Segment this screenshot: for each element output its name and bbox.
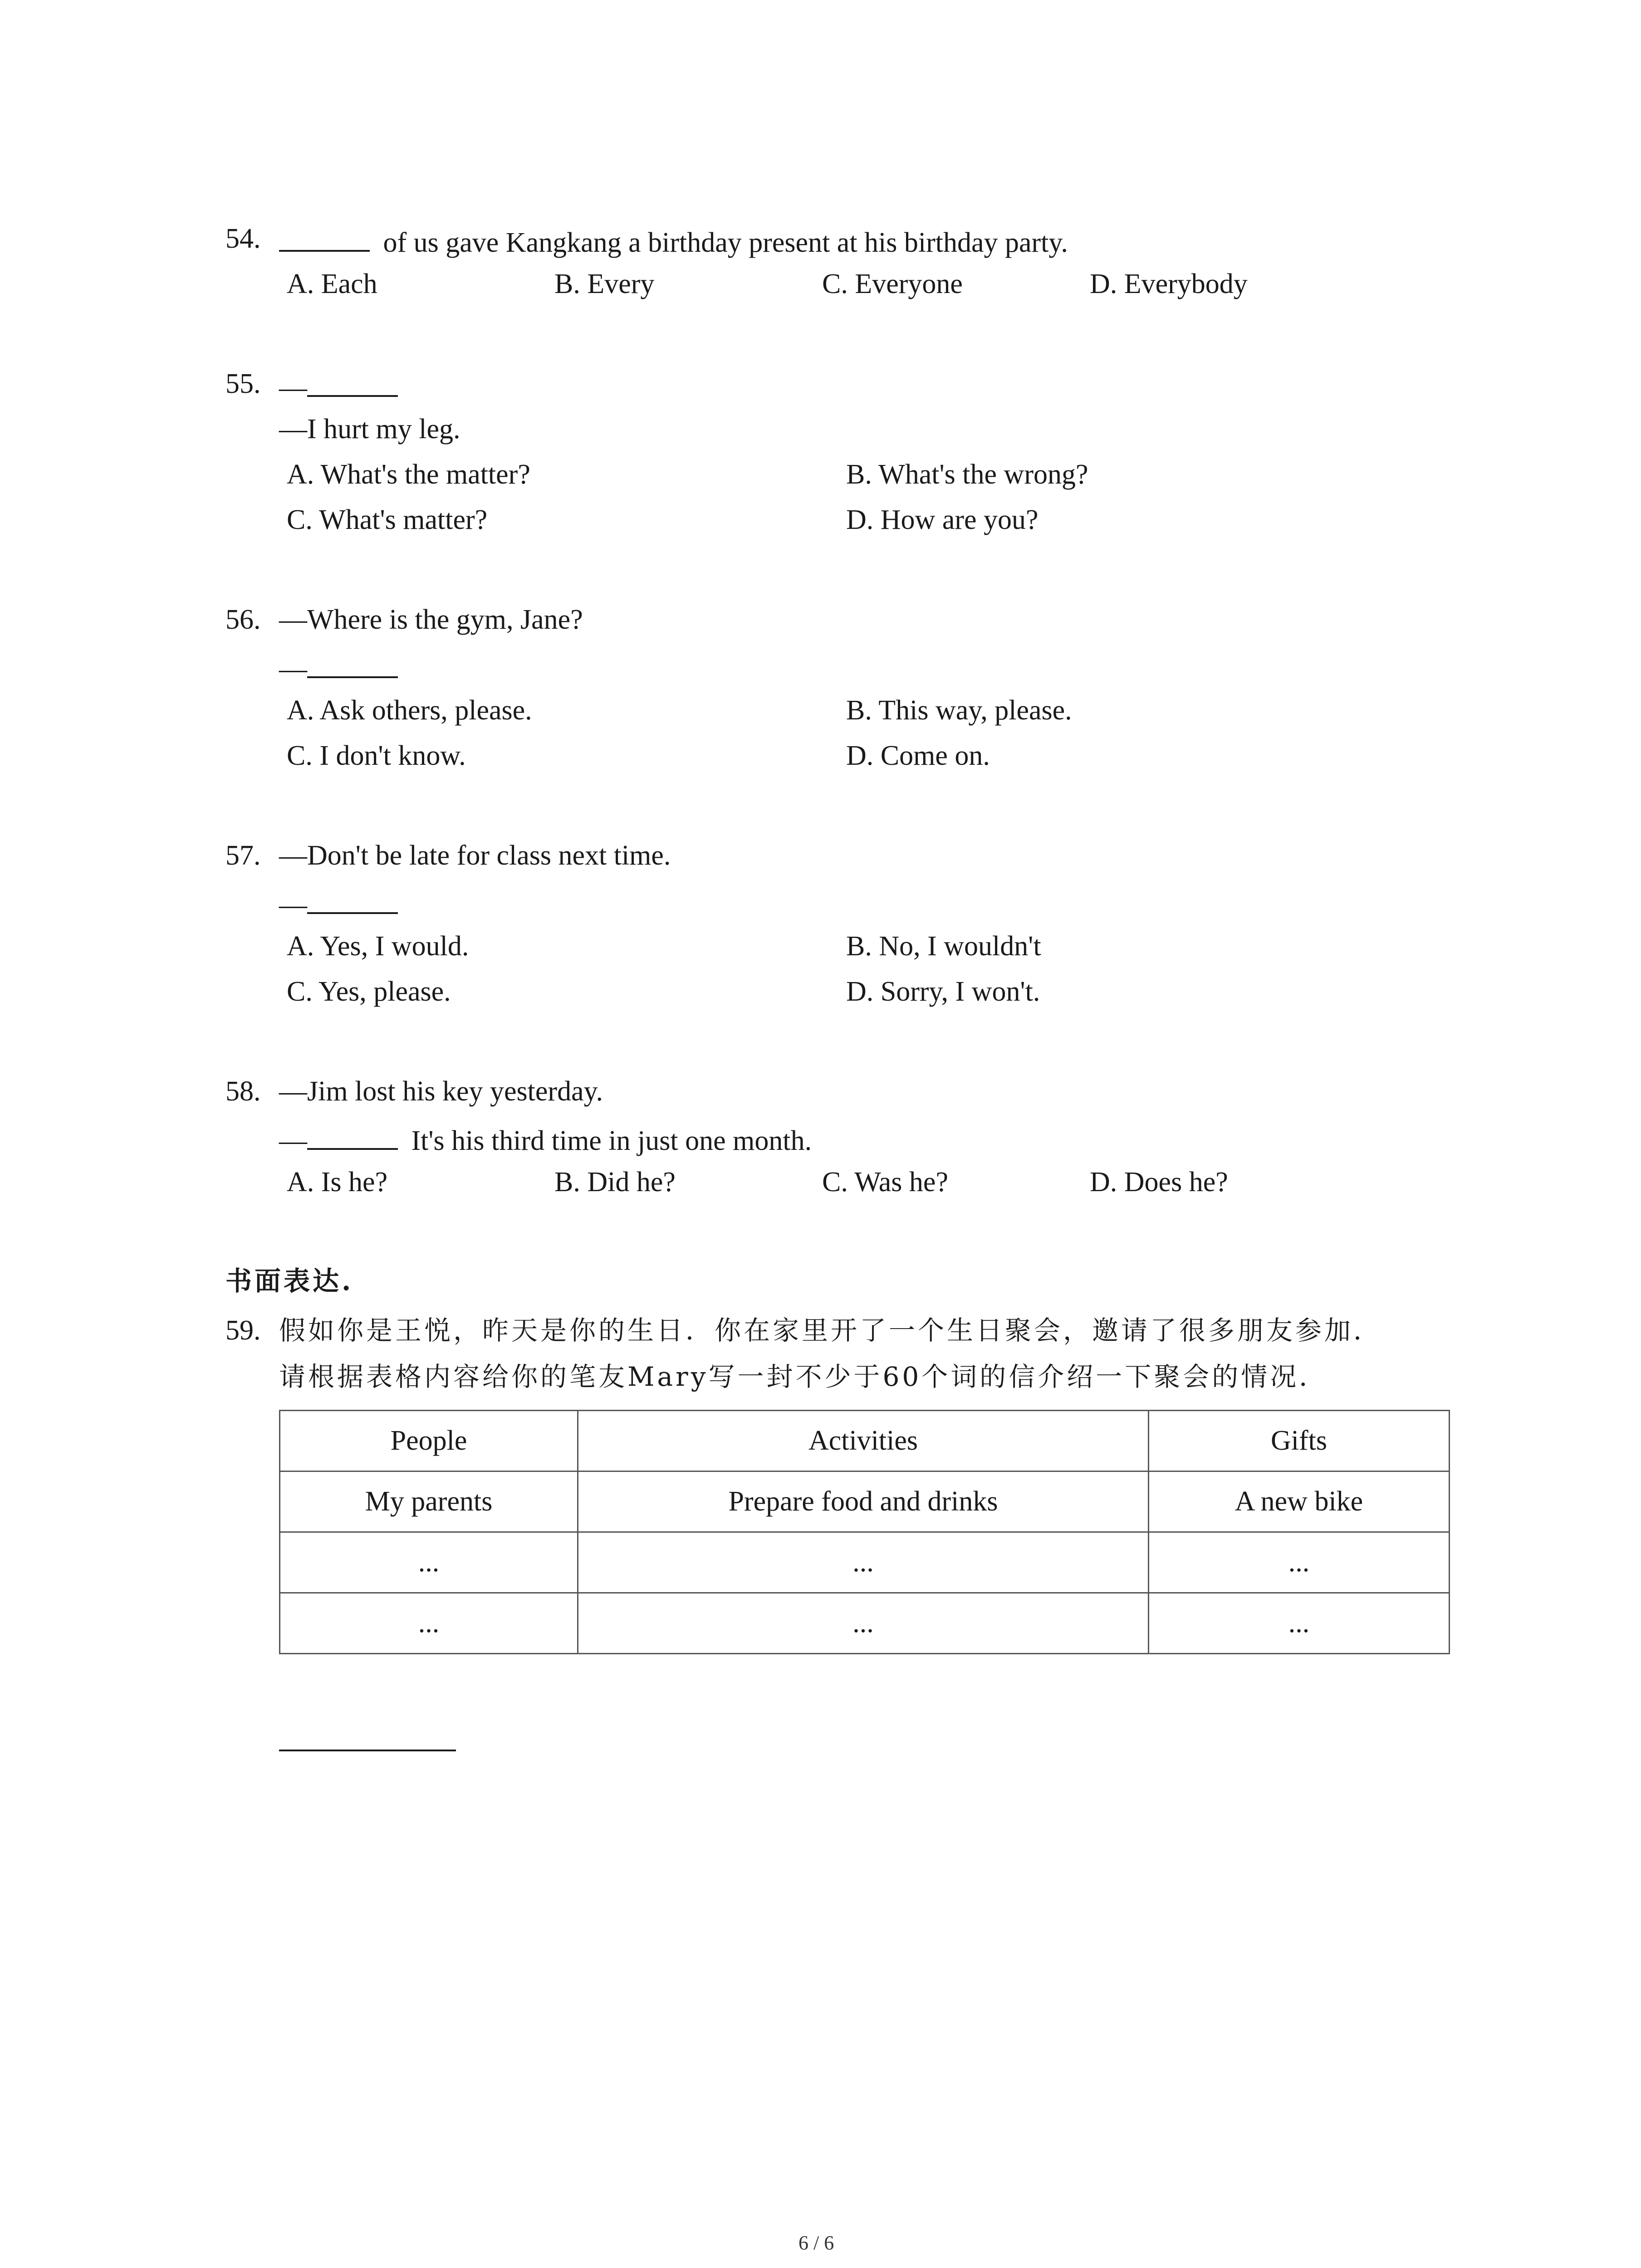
q58-answer-line [279, 1123, 812, 1155]
q58-option-c: C. Was he? [822, 1167, 948, 1198]
answer-blank[interactable] [307, 1123, 398, 1150]
table-cell: ... [578, 1532, 1149, 1593]
table-cell: ... [280, 1593, 578, 1654]
q58-option-a: A. Is he? [287, 1167, 388, 1198]
table-cell: A new bike [1149, 1471, 1450, 1532]
q55-reply: —I hurt my leg. [279, 414, 460, 445]
section-title: 书面表达. [225, 1266, 354, 1296]
q57-number: 57. [225, 840, 261, 871]
table-row [280, 1532, 1450, 1593]
q59-instruction-line1: 假如你是王悦，昨天是你的生日．你在家里开了一个生日聚会，邀请了很多朋友参加． [279, 1315, 1383, 1346]
answer-blank[interactable] [307, 887, 398, 914]
q59-number: 59. [225, 1315, 261, 1346]
q58-after-blank: It's his third time in just one month. [411, 1125, 812, 1156]
q57-option-d: D. Sorry, I won't. [846, 976, 1040, 1007]
q55-number: 55. [225, 368, 261, 399]
q56-number: 56. [225, 604, 261, 635]
q56-dash: — [279, 653, 307, 684]
q54-option-d: D. Everybody [1090, 269, 1248, 299]
table-row [280, 1593, 1450, 1654]
q58-dash: — [279, 1125, 307, 1156]
q54-number: 54. [225, 223, 261, 254]
q54-stem-text: of us gave Kangkang a birthday present at his birthday party. [383, 227, 1068, 258]
q57-option-b: B. No, I wouldn't [846, 931, 1041, 962]
q55-dash: — [279, 372, 307, 403]
q58-number: 58. [225, 1076, 261, 1107]
q55-option-a: A. What's the matter? [287, 459, 530, 490]
answer-blank[interactable] [307, 651, 398, 678]
q56-option-a: A. Ask others, please. [287, 695, 532, 726]
q56-option-b: B. This way, please. [846, 695, 1072, 726]
q57-dash: — [279, 889, 307, 920]
table-header-row [280, 1411, 1450, 1471]
q56-answer-line [279, 651, 398, 683]
q54-stem [279, 225, 1068, 257]
q54-option-a: A. Each [287, 269, 377, 299]
q58-option-b: B. Did he? [554, 1167, 676, 1198]
header-gifts: Gifts [1149, 1411, 1450, 1471]
q57-option-a: A. Yes, I would. [287, 931, 469, 962]
q55-option-b: B. What's the wrong? [846, 459, 1088, 490]
answer-blank[interactable] [279, 225, 370, 252]
header-activities: Activities [578, 1411, 1149, 1471]
q55-stem [279, 370, 398, 402]
q58-option-d: D. Does he? [1090, 1167, 1228, 1198]
q56-stem: —Where is the gym, Jane? [279, 604, 583, 635]
table-cell: ... [1149, 1593, 1450, 1654]
info-table [279, 1410, 1450, 1654]
table-cell: ... [1149, 1532, 1450, 1593]
table-cell: ... [578, 1593, 1149, 1654]
q55-option-d: D. How are you? [846, 504, 1038, 535]
q58-stem: —Jim lost his key yesterday. [279, 1076, 603, 1107]
table-cell: ... [280, 1532, 578, 1593]
q55-option-c: C. What's matter? [287, 504, 488, 535]
q56-option-c: C. I don't know. [287, 740, 466, 771]
q57-option-c: C. Yes, please. [287, 976, 451, 1007]
q54-option-b: B. Every [554, 269, 655, 299]
answer-blank[interactable] [307, 370, 398, 397]
q59-instruction-line2: 请根据表格内容给你的笔友Mary写一封不少于60个词的信介绍一下聚会的情况． [279, 1361, 1328, 1392]
q57-stem: —Don't be late for class next time. [279, 840, 671, 871]
q57-answer-line [279, 887, 398, 919]
table-cell: Prepare food and drinks [578, 1471, 1149, 1532]
q54-option-c: C. Everyone [822, 269, 963, 299]
page-number: 6 / 6 [798, 2232, 834, 2254]
table-row [280, 1471, 1450, 1532]
q56-option-d: D. Come on. [846, 740, 990, 771]
writing-answer-line[interactable] [279, 1750, 456, 1751]
table-cell: My parents [280, 1471, 578, 1532]
header-people: People [280, 1411, 578, 1471]
